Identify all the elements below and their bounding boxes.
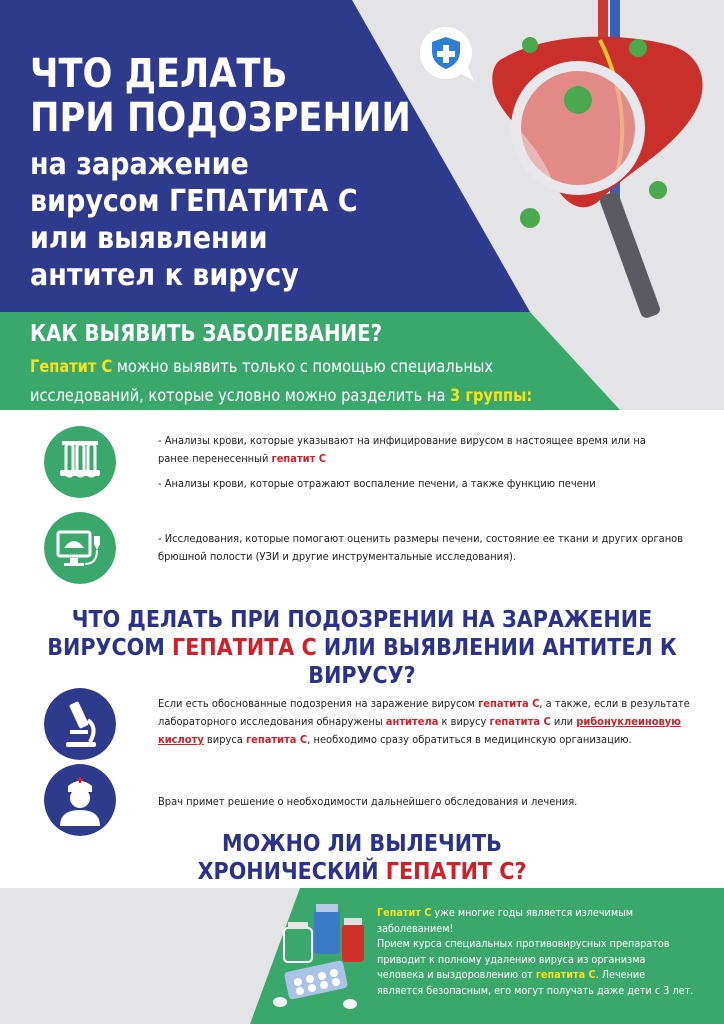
detect-text: Гепатит С можно выявить только с помощью специальных исследований, которые условно можно разделить на 3 группы: bbox=[30, 357, 533, 406]
title-line-5: или выявлении bbox=[30, 221, 268, 256]
test-tubes-icon bbox=[44, 426, 116, 498]
microscope-icon bbox=[44, 688, 116, 760]
title-line-4: вирусом ГЕПАТИТА С bbox=[30, 184, 358, 219]
medicine-illustration bbox=[262, 898, 372, 1018]
what-to-do-text: Если есть обоснованные подозрения на заражение вирусом гепатита С, а также, если в результате лабораторного исследования обнаружены антитела к вирусу гепатита С или рибонуклеиновую кислоту вируса гепатита С, необходимо сразу обратиться в медицинскую организацию. bbox=[158, 697, 690, 746]
blood-test-item-2: - Анализы крови, которые отражают воспаление печени, а также функцию печени bbox=[158, 477, 596, 490]
detect-groups: 3 группы: bbox=[450, 386, 533, 406]
ultrasound-icon bbox=[44, 512, 116, 584]
cure-heading: МОЖНО ЛИ ВЫЛЕЧИТЬ ХРОНИЧЕСКИЙ ГЕПАТИТ С? bbox=[197, 831, 527, 885]
detect-heading: КАК ВЫЯВИТЬ ЗАБОЛЕВАНИЕ? bbox=[30, 321, 383, 347]
main-title bbox=[30, 52, 490, 294]
blood-test-item-1: - Анализы крови, которые указывают на инфицирование вирусом в настоящее время или на ранее перенесенный гепатит С bbox=[158, 434, 646, 465]
title-line-2: ПРИ ПОДОЗРЕНИИ bbox=[30, 95, 411, 141]
cure-text: Гепатит С уже многие годы является излечимым заболеванием! Прием курса специальных противовирусных препаратов приводит к полному удалению вируса из организма человека и выздоровлению от гепатита С. Лечение является безопасным, его могут получать даже дети с 3 лет. bbox=[377, 907, 694, 997]
liver-magnifier-illustration bbox=[480, 0, 724, 330]
title-line-1: ЧТО ДЕЛАТЬ bbox=[30, 51, 288, 97]
detect-hep-c: Гепатит С bbox=[30, 357, 113, 377]
title-line-6: антител к вирусу bbox=[30, 258, 299, 293]
what-to-do-heading: ЧТО ДЕЛАТЬ ПРИ ПОДОЗРЕНИИ НА ЗАРАЖЕНИЕ ВИРУСОМ ГЕПАТИТА С ИЛИ ВЫЯВЛЕНИИ АНТИТЕЛ К ВИРУСУ? bbox=[47, 607, 677, 689]
title-line-3: на заражение bbox=[30, 147, 249, 182]
doctor-text: Врач примет решение о необходимости дальнейшего обследования и лечения. bbox=[158, 795, 578, 808]
doctor-icon bbox=[44, 764, 116, 836]
ultrasound-item: - Исследования, которые помогают оценить размеры печени, состояние ее ткани и других органов брюшной полости (УЗИ и другие инструментальные исследования). bbox=[158, 532, 684, 563]
